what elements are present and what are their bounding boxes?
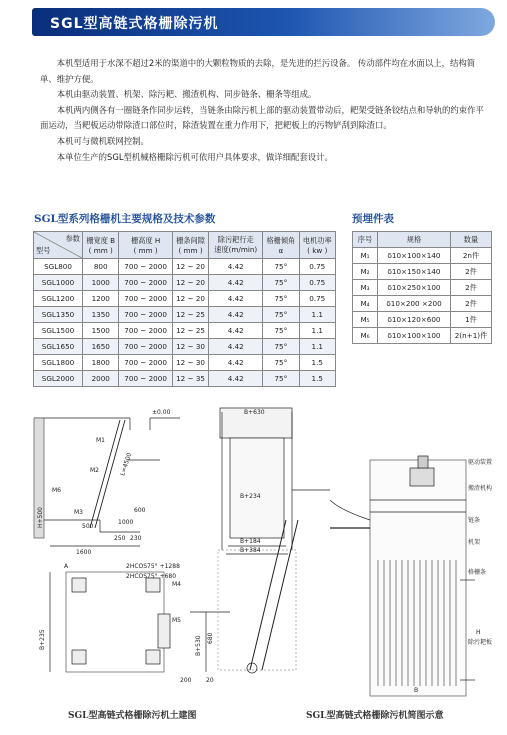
spec-header: 栅高度 H ( mm ) <box>119 232 172 259</box>
spec-cell: 75° <box>263 307 299 323</box>
label-b630: B+630 <box>244 409 265 416</box>
embed-cell: M₅ <box>353 312 378 328</box>
spec-row <box>34 371 336 387</box>
embed-cell: 2件 <box>451 296 492 312</box>
spec-cell: 1350 <box>83 307 119 323</box>
spec-cell: 75° <box>263 275 299 291</box>
spec-model-cell: SGL1800 <box>34 355 83 371</box>
embed-cell: M₁ <box>353 248 378 264</box>
spec-cell: 700 ~ 2000 <box>119 259 172 275</box>
spec-cell: 1.1 <box>299 339 335 355</box>
spec-header: 栅条间隙 ( mm ) <box>172 232 209 259</box>
intro-paragraph: 本机两内侧各有一圈链条作同步运转，当链条由除污机上部的驱动装置带动后，耙架受链条铰结点和导轨的约束作平面运动，当耙板运动带除渣口部位时，除渣装置在重力作用下，把耙板上的污物铲刮到除渣口。 <box>40 104 484 131</box>
spec-cell: 12 ~ 35 <box>172 371 209 387</box>
spec-row <box>34 275 336 291</box>
label-h: H <box>476 629 481 636</box>
spec-model-cell: SGL1200 <box>34 291 83 307</box>
label-b234: B+234 <box>240 493 261 500</box>
label-m1: M1 <box>96 437 105 444</box>
spec-header: 电机功率 ( kw ) <box>299 232 335 259</box>
embed-header: 序号 <box>353 232 378 248</box>
intro-paragraph: 本机由驱动装置、机架、除污耙、搬渣机构、同步链条、栅条等组成。 <box>56 89 317 100</box>
embed-cell: 1件 <box>451 312 492 328</box>
spec-cell: 1000 <box>83 275 119 291</box>
spec-cell: 700 ~ 2000 <box>119 307 172 323</box>
label-slag: 搬渣机构 <box>468 485 493 492</box>
spec-cell: 700 ~ 2000 <box>119 275 172 291</box>
embed-table <box>352 231 492 344</box>
embed-cell: 2件 <box>451 264 492 280</box>
label-bars: 格栅条 <box>468 569 487 576</box>
label-drive: 驱动装置 <box>468 459 493 466</box>
label-d20: 20 <box>206 677 214 684</box>
embed-row <box>353 280 492 296</box>
spec-row <box>34 355 336 371</box>
spec-cell: 1.1 <box>299 323 335 339</box>
spec-cell: 700 ~ 2000 <box>119 371 172 387</box>
label-rake: 除污耙板 <box>468 639 493 646</box>
embed-row <box>353 328 492 344</box>
embed-header-row <box>353 232 492 248</box>
spec-row <box>34 259 336 275</box>
spec-row <box>34 323 336 339</box>
spec-cell: 4.42 <box>209 355 263 371</box>
spec-cell: 2000 <box>83 371 119 387</box>
spec-header: 格栅倾角 α <box>263 232 299 259</box>
label-a: A <box>64 563 69 570</box>
label-b384: B+384 <box>240 547 261 554</box>
spec-cell: 12 ~ 20 <box>172 291 209 307</box>
spec-model-cell: SGL800 <box>34 259 83 275</box>
spec-cell: 800 <box>83 259 119 275</box>
spec-cell: 1200 <box>83 291 119 307</box>
embed-header: 数量 <box>451 232 492 248</box>
label-d250: 250 <box>114 535 126 542</box>
spec-cell: 700 ~ 2000 <box>119 339 172 355</box>
label-elev: ±0.00 <box>152 409 171 416</box>
corner-model: 型号 <box>36 246 51 255</box>
spec-cell: 700 ~ 2000 <box>119 355 172 371</box>
embed-row <box>353 248 492 264</box>
label-m3: M3 <box>74 509 83 516</box>
label-d1000: 1000 <box>118 519 134 526</box>
intro-text <box>40 56 490 165</box>
engineering-drawings <box>30 400 500 700</box>
spec-cell: 12 ~ 30 <box>172 339 209 355</box>
embed-section-title: 预埋件表 <box>352 213 394 225</box>
label-hcos1: 2HCOS75° +1288 <box>126 563 180 570</box>
spec-cell: 4.42 <box>209 323 263 339</box>
label-m2: M2 <box>90 467 99 474</box>
label-h500: H+500 <box>37 507 44 528</box>
page-title: SGL型高链式格栅除污机 <box>50 16 219 32</box>
spec-header: 除污耙行走 速度(m/min) <box>209 232 263 259</box>
label-d1600: 1600 <box>76 549 92 556</box>
spec-cell: 700 ~ 2000 <box>119 291 172 307</box>
embed-cell: 2件 <box>451 280 492 296</box>
label-chain: 链条 <box>468 517 481 524</box>
spec-cell: 4.42 <box>209 371 263 387</box>
label-d680: 680 <box>207 632 214 644</box>
embed-cell: 2n件 <box>451 248 492 264</box>
spec-model-cell: SGL1000 <box>34 275 83 291</box>
spec-row <box>34 339 336 355</box>
label-b: B <box>414 687 419 694</box>
embed-cell: M₄ <box>353 296 378 312</box>
spec-cell: 75° <box>263 259 299 275</box>
spec-model-cell: SGL1500 <box>34 323 83 339</box>
label-b530: B+530 <box>195 635 202 656</box>
spec-cell: 4.42 <box>209 307 263 323</box>
spec-cell: 1.5 <box>299 371 335 387</box>
label-hcos2: 2HCOS75° +680 <box>126 573 177 580</box>
label-m6: M6 <box>52 487 61 494</box>
embed-cell: δ10×120×600 <box>378 312 451 328</box>
spec-cell: 0.75 <box>299 291 335 307</box>
embed-header: 规格 <box>378 232 451 248</box>
embed-cell: δ10×200 ×200 <box>378 296 451 312</box>
spec-cell: 75° <box>263 355 299 371</box>
title-banner <box>32 8 495 36</box>
spec-cell: 0.75 <box>299 259 335 275</box>
label-m5: M5 <box>172 617 181 624</box>
spec-section-title: SGL型系列格栅机主要规格及技术参数 <box>34 213 216 225</box>
caption-machine-diagram: SGL型高链式格栅除污机简图示意 <box>306 711 444 721</box>
spec-cell: 4.42 <box>209 259 263 275</box>
spec-cell: 1.1 <box>299 307 335 323</box>
corner-param: 参数 <box>65 234 80 243</box>
spec-header: 栅宽度 B ( mm ) <box>83 232 119 259</box>
spec-cell: 75° <box>263 371 299 387</box>
spec-model-cell: SGL1650 <box>34 339 83 355</box>
spec-cell: 1500 <box>83 323 119 339</box>
embed-cell: δ10×150×140 <box>378 264 451 280</box>
label-b184: B+184 <box>240 538 261 545</box>
label-d600: 600 <box>134 507 146 514</box>
spec-cell: 75° <box>263 291 299 307</box>
spec-cell: 12 ~ 30 <box>172 355 209 371</box>
embed-row <box>353 312 492 328</box>
embed-row <box>353 296 492 312</box>
spec-cell: 1650 <box>83 339 119 355</box>
spec-cell: 75° <box>263 339 299 355</box>
spec-cell: 4.42 <box>209 339 263 355</box>
embed-cell: 2(n+1)件 <box>451 328 492 344</box>
spec-row <box>34 291 336 307</box>
label-frame: 机架 <box>468 539 481 546</box>
spec-model-cell: SGL1350 <box>34 307 83 323</box>
spec-cell: 4.42 <box>209 291 263 307</box>
spec-table <box>33 231 336 387</box>
intro-paragraph: 本机可与微机联网控制。 <box>56 135 149 146</box>
spec-cell: 1.5 <box>299 355 335 371</box>
intro-paragraph: 本机型适用于水深不超过2米的渠道中的大颗粒物质的去除，是先进的拦污设备。 传动部件均在水面以上，结构简单、维护方便。 <box>40 58 476 84</box>
label-m4: M4 <box>172 581 181 588</box>
spec-cell: 700 ~ 2000 <box>119 323 172 339</box>
caption-civil-drawing: SGL型高链式格栅除污机土建图 <box>68 711 197 721</box>
label-d500: 500 <box>82 523 94 530</box>
spec-cell: 4.42 <box>209 275 263 291</box>
label-l4500: L=4500 <box>119 451 134 477</box>
label-b235: B+235 <box>39 629 46 650</box>
label-d230: 230 <box>130 535 142 542</box>
label-d200: 200 <box>180 677 192 684</box>
spec-cell: 12 ~ 25 <box>172 323 209 339</box>
embed-cell: M₆ <box>353 328 378 344</box>
spec-cell: 1800 <box>83 355 119 371</box>
spec-row <box>34 307 336 323</box>
spec-cell: 75° <box>263 323 299 339</box>
spec-model-cell: SGL2000 <box>34 371 83 387</box>
corner-cell <box>34 232 83 259</box>
spec-cell: 0.75 <box>299 275 335 291</box>
intro-paragraph: 本单位生产的SGL型机械格栅除污机可依用户具体要求，做详细配套设计。 <box>56 151 333 162</box>
embed-row <box>353 264 492 280</box>
embed-cell: δ10×250×100 <box>378 280 451 296</box>
spec-cell: 12 ~ 25 <box>172 307 209 323</box>
embed-cell: M₃ <box>353 280 378 296</box>
embed-cell: δ10×100×100 <box>378 328 451 344</box>
embed-cell: M₂ <box>353 264 378 280</box>
spec-cell: 12 ~ 20 <box>172 275 209 291</box>
embed-cell: δ10×100×140 <box>378 248 451 264</box>
spec-cell: 12 ~ 20 <box>172 259 209 275</box>
spec-header-row <box>34 232 336 259</box>
